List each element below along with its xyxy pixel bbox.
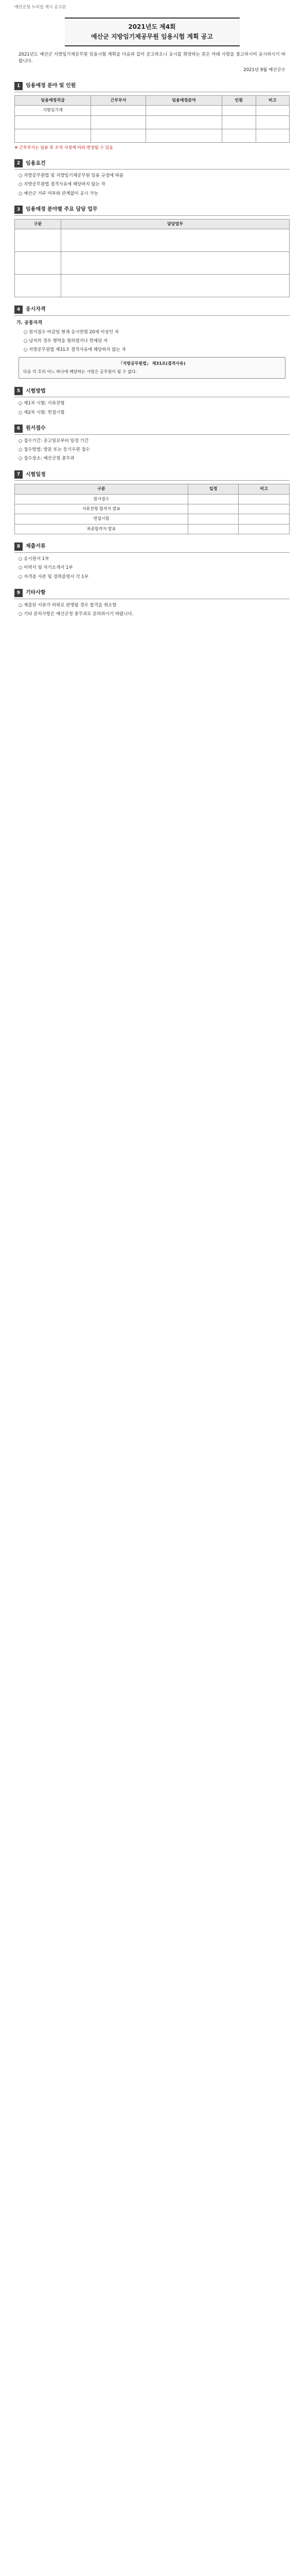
list-item: ○ 남자의 경우 병역을 필하였거나 면제된 자 bbox=[24, 338, 108, 344]
section-6-title: 원서접수 bbox=[26, 426, 46, 431]
list-item: ○ 지방공무원법 제31조 결격사유에 해당하지 않는 자 bbox=[24, 347, 126, 353]
table-cell bbox=[239, 514, 290, 524]
col-header: 임용예정직급 bbox=[15, 96, 91, 106]
list-item: ○ 자격증 사본 및 경력증명서 각 1부 bbox=[19, 574, 88, 580]
section-7-title: 시험일정 bbox=[26, 471, 46, 478]
list-item: ○ 이력서 및 자기소개서 1부 bbox=[19, 565, 73, 571]
table-cell bbox=[15, 275, 61, 297]
section-7 bbox=[14, 470, 290, 534]
section-3-number: 3 bbox=[14, 206, 23, 214]
table-cell bbox=[61, 252, 290, 275]
section-6 bbox=[14, 425, 290, 463]
table-row bbox=[15, 115, 290, 129]
table-cell bbox=[91, 106, 146, 115]
list-item: ○ 원서접수 마감일 현재 응시연령 20세 이상인 자 bbox=[24, 330, 119, 335]
table-cell bbox=[222, 129, 256, 142]
section-5 bbox=[14, 387, 290, 416]
subsection-title: 가. 공통자격 bbox=[16, 320, 43, 326]
col-header: 담당업무 bbox=[61, 219, 290, 229]
table-cell bbox=[15, 252, 61, 275]
section-2-title: 임용요건 bbox=[26, 160, 46, 166]
list-item: ○ 접수기간: 공고일로부터 일정 기간 bbox=[19, 438, 89, 444]
table-row bbox=[15, 514, 290, 524]
table-cell bbox=[91, 115, 146, 129]
title-line-1: 2021년도 제4회 bbox=[128, 23, 176, 31]
col-header: 구분 bbox=[15, 484, 188, 494]
table-row bbox=[15, 504, 290, 514]
box-text: 다음 각 호의 어느 하나에 해당하는 사람은 공무원이 될 수 없다. bbox=[23, 369, 137, 375]
list-item: ○ 제2차 시험: 면접시험 bbox=[19, 410, 65, 415]
table-cell bbox=[61, 229, 290, 252]
table-cell: 원서접수 bbox=[15, 494, 188, 504]
table-cell bbox=[188, 514, 239, 524]
table-row bbox=[15, 129, 290, 142]
col-header: 근무부서 bbox=[91, 96, 146, 106]
section-5-title: 시험방법 bbox=[26, 388, 46, 394]
top-note: 예산군청 누리집 게시 공고문 bbox=[14, 5, 66, 9]
section-4-title: 응시자격 bbox=[26, 307, 46, 313]
table-row bbox=[15, 524, 290, 534]
col-header: 인원 bbox=[222, 96, 256, 106]
section-8-number: 8 bbox=[14, 543, 23, 551]
section-5-number: 5 bbox=[14, 387, 23, 395]
table-cell: 면접시험 bbox=[15, 514, 188, 524]
table-cell: 서류전형 합격자 발표 bbox=[15, 504, 188, 514]
table-cell bbox=[61, 275, 290, 297]
section-9-title: 기타사항 bbox=[26, 589, 46, 596]
list-item: ○ 접수장소: 예산군청 총무과 bbox=[19, 456, 75, 462]
table-cell bbox=[15, 129, 91, 142]
section-1-number: 1 bbox=[14, 82, 23, 90]
list-item: ○ 기타 문의사항은 예산군청 총무과로 문의하시기 바랍니다. bbox=[19, 611, 134, 617]
table-cell bbox=[188, 494, 239, 504]
col-header: 비고 bbox=[239, 484, 290, 494]
table-cell bbox=[256, 106, 290, 115]
table-cell bbox=[239, 504, 290, 514]
list-item: ○ 제1차 시험: 서류전형 bbox=[19, 401, 65, 406]
section-2-number: 2 bbox=[14, 159, 23, 167]
section-1-note: ※ 근무부서는 임용 후 조직 사정에 따라 변경될 수 있음 bbox=[14, 145, 113, 150]
positions-table bbox=[14, 95, 290, 143]
table-cell bbox=[188, 504, 239, 514]
intro-text: 2021년도 예산군 지방임기제공무원 임용시험 계획을 다음과 같이 공고하오니 응시를 희망하는 분은 아래 사항을 참고하시어 응시하시기 바랍니다. bbox=[19, 52, 285, 64]
section-7-number: 7 bbox=[14, 470, 23, 479]
section-1-title: 임용예정 분야 및 인원 bbox=[26, 83, 76, 89]
title-box bbox=[65, 18, 240, 46]
table-cell bbox=[239, 524, 290, 534]
col-header: 비고 bbox=[256, 96, 290, 106]
col-header: 임용예정분야 bbox=[146, 96, 222, 106]
list-item: ○ 응시원서 1부 bbox=[19, 556, 49, 562]
section-6-number: 6 bbox=[14, 425, 23, 433]
section-8 bbox=[14, 543, 290, 581]
list-item: ○ 접수방법: 방문 또는 등기우편 접수 bbox=[19, 447, 90, 452]
box-title: 「지방공무원법」 제31조(결격사유) bbox=[118, 361, 186, 366]
schedule-table bbox=[14, 484, 290, 534]
list-item: ○ 제출된 서류가 허위로 판명될 경우 합격을 취소함 bbox=[19, 602, 117, 608]
table-cell: 최종합격자 발표 bbox=[15, 524, 188, 534]
section-3 bbox=[14, 206, 290, 297]
table-row bbox=[15, 106, 290, 115]
list-item: ○ 지방공무원법 결격사유에 해당하지 않는 자 bbox=[19, 182, 105, 188]
table-cell bbox=[15, 115, 91, 129]
list-item: ○ 지방공무원법 및 지방임기제공무원 임용 규정에 따름 bbox=[19, 173, 124, 179]
table-cell bbox=[239, 494, 290, 504]
duties-table bbox=[14, 219, 290, 297]
table-cell bbox=[146, 129, 222, 142]
table-cell: 지방임기제 bbox=[15, 106, 91, 115]
table-cell bbox=[256, 115, 290, 129]
table-row bbox=[15, 494, 290, 504]
disqualification-box bbox=[19, 357, 285, 379]
section-9-number: 9 bbox=[14, 589, 23, 597]
section-4 bbox=[14, 306, 290, 379]
table-cell bbox=[222, 106, 256, 115]
list-item: ○ 예산군 거주 여부와 관계없이 응시 가능 bbox=[19, 191, 99, 196]
col-header: 구분 bbox=[15, 219, 61, 229]
table-cell bbox=[256, 129, 290, 142]
date-and-issuer: 2021년 9월 예산군수 bbox=[243, 67, 285, 73]
section-9 bbox=[14, 589, 290, 618]
table-cell bbox=[15, 229, 61, 252]
table-row bbox=[15, 229, 290, 252]
title-line-2: 예산군 지방임기제공무원 임용시험 계획 공고 bbox=[91, 32, 213, 40]
table-cell bbox=[146, 115, 222, 129]
table-row bbox=[15, 275, 290, 297]
col-header: 일정 bbox=[188, 484, 239, 494]
table-cell bbox=[188, 524, 239, 534]
section-8-title: 제출서류 bbox=[26, 544, 46, 550]
section-4-number: 4 bbox=[14, 306, 23, 314]
table-cell bbox=[146, 106, 222, 115]
section-1 bbox=[14, 82, 290, 151]
section-2 bbox=[14, 159, 290, 197]
table-row bbox=[15, 252, 290, 275]
table-cell bbox=[91, 129, 146, 142]
table-cell bbox=[222, 115, 256, 129]
section-3-title: 임용예정 분야별 주요 담당 업무 bbox=[26, 207, 98, 213]
